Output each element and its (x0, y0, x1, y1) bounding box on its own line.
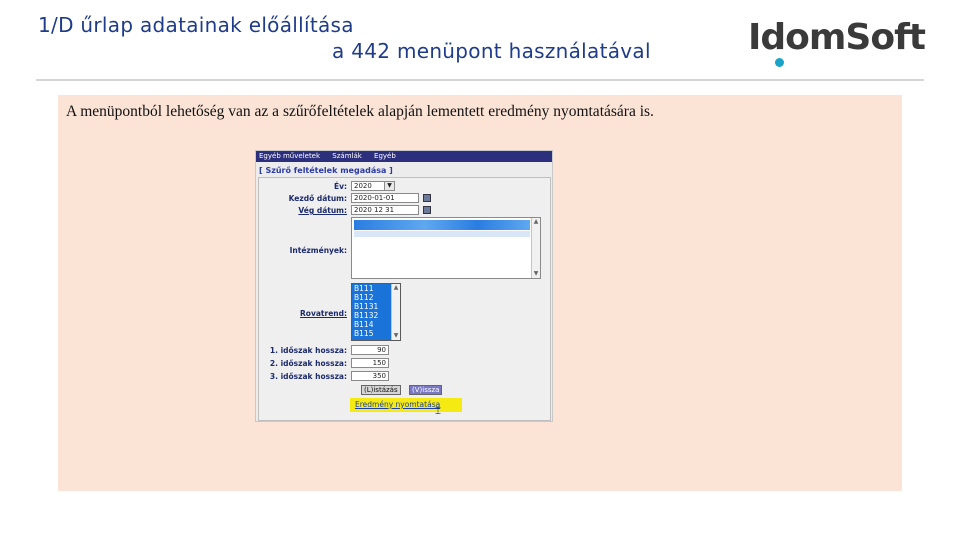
intezmenyek-listbox[interactable] (351, 217, 541, 279)
idoszak2-input[interactable]: 150 (351, 358, 389, 368)
list-item[interactable]: B1131 (354, 302, 379, 311)
chevron-up-icon[interactable]: ▲ (533, 218, 539, 225)
chevron-down-icon: ▼ (384, 182, 394, 190)
filter-form (258, 177, 551, 421)
app-menubar (256, 151, 552, 162)
chevron-down-icon[interactable]: ▼ (533, 270, 539, 277)
embedded-screenshot (255, 150, 553, 422)
idomsoft-logo (748, 16, 938, 66)
chevron-down-icon[interactable]: ▼ (393, 332, 399, 339)
content-box (58, 95, 902, 491)
filter-section-title: [ Szűrő feltételek megadása ] (259, 166, 393, 175)
chevron-up-icon[interactable]: ▲ (393, 284, 399, 291)
eredmeny-nyomtatasa-link[interactable]: Eredmény nyomtatása (355, 400, 441, 409)
kezdo-datum-input[interactable]: 2020-01-01 (351, 193, 419, 203)
blurred-row (354, 231, 530, 237)
veg-datum-input[interactable]: 2020 12 31 (351, 205, 419, 215)
blurred-selection (354, 220, 530, 230)
slide-title-line1: 1/D űrlap adatainak előállítása (38, 13, 354, 37)
calendar-icon[interactable] (423, 194, 431, 202)
slide-title (38, 12, 738, 64)
mouse-cursor-icon: ⌶ (435, 406, 441, 417)
idoszak2-label: 2. időszak hossza: (269, 359, 347, 368)
list-item[interactable]: B112 (354, 293, 374, 302)
listbox-scrollbar[interactable] (391, 284, 400, 340)
veg-datum-label: Vég dátum: (298, 206, 347, 215)
menu-item[interactable]: Egyéb műveletek (259, 152, 321, 160)
rovatrend-listbox[interactable] (351, 283, 401, 341)
slide-title-line2: a 442 menüpont használatával (332, 39, 651, 63)
rovatrend-label: Rovatrend: (300, 309, 347, 318)
list-item[interactable]: B111 (354, 284, 374, 293)
intezmenyek-label: Intézmények: (289, 246, 347, 255)
idoszak1-input[interactable]: 90 (351, 345, 389, 355)
list-item[interactable]: B1132 (354, 311, 379, 320)
ev-label: Év: (333, 182, 347, 191)
kezdo-datum-label: Kezdő dátum: (288, 194, 347, 203)
menu-item[interactable]: Egyéb (374, 152, 396, 160)
idoszak1-label: 1. időszak hossza: (269, 346, 347, 355)
menu-item[interactable]: Számlák (332, 152, 362, 160)
title-divider (36, 79, 924, 81)
logo-text: IdomSoft (748, 17, 925, 58)
logo-dot-icon (775, 58, 784, 67)
ev-value: 2020 (354, 182, 372, 190)
list-item[interactable]: B115 (354, 329, 374, 338)
idoszak3-input[interactable]: 350 (351, 371, 389, 381)
calendar-icon[interactable] (423, 206, 431, 214)
listazas-button[interactable]: (L)istázás (361, 385, 401, 395)
list-item[interactable]: B114 (354, 320, 374, 329)
ev-select[interactable] (351, 181, 395, 191)
body-text: A menüpontból lehetőség van az a szűrőfeltételek alapján lementett eredmény nyomtatására is. (66, 103, 654, 120)
vissza-button[interactable]: (V)issza (409, 385, 442, 395)
listbox-scrollbar[interactable] (531, 218, 540, 278)
idoszak3-label: 3. időszak hossza: (269, 372, 347, 381)
